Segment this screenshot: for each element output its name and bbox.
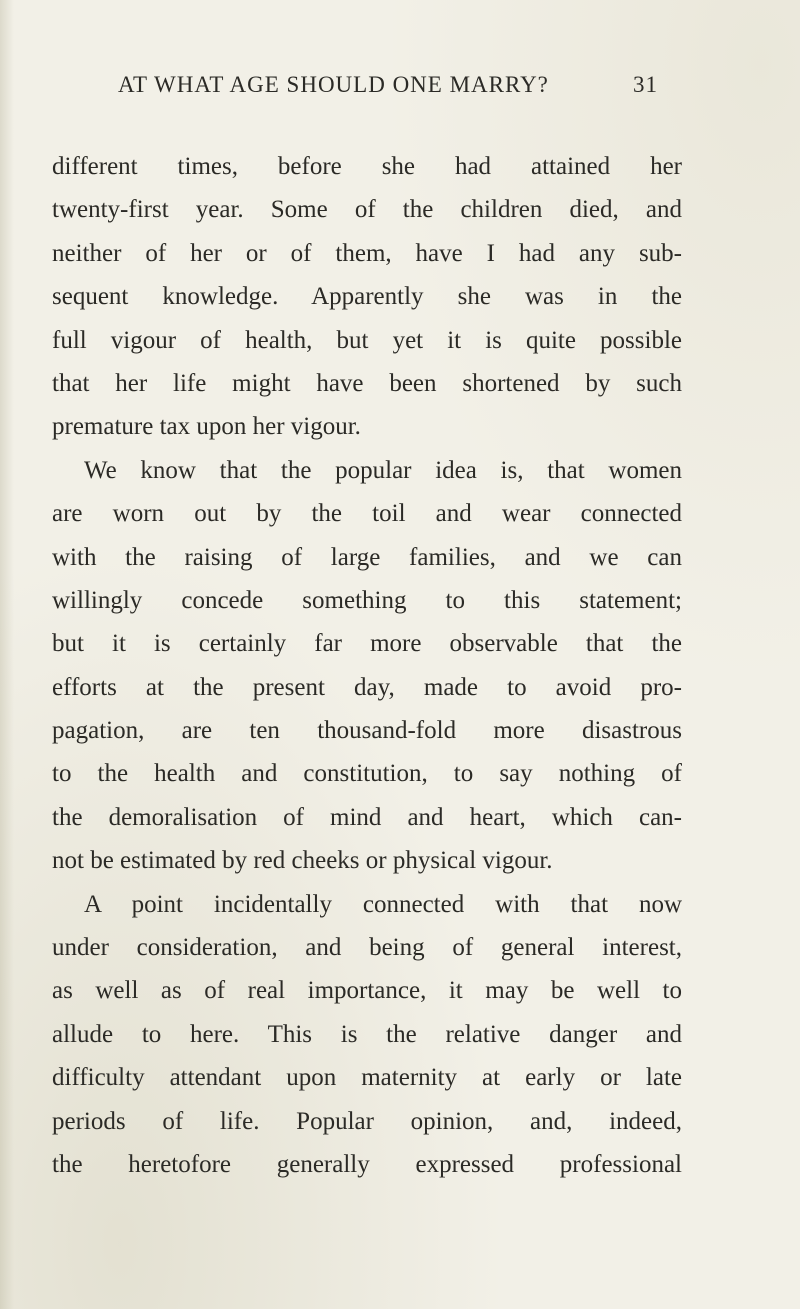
page-number: 31 xyxy=(633,72,658,97)
text-line: the heretofore generally expressed professional xyxy=(52,1150,682,1178)
text-line: A point incidentally connected with that now xyxy=(84,890,682,918)
text-line: full vigour of health, but yet it is quite possible xyxy=(52,326,682,354)
body-text xyxy=(52,145,682,1186)
text-line: periods of life. Popular opinion, and, indeed, xyxy=(52,1107,682,1135)
text-line: under consideration, and being of general interest, xyxy=(52,934,682,962)
text-line: as well as of real importance, it may be well to xyxy=(52,977,682,1005)
running-head xyxy=(118,72,658,120)
text-line: the demoralisation of mind and heart, which can- xyxy=(52,803,682,831)
text-line: allude to here. This is the relative danger and xyxy=(52,1020,682,1048)
text-line: different times, before she had attained her xyxy=(52,153,682,180)
text-line: that her life might have been shortened by such xyxy=(52,369,682,397)
text-line: We know that the popular idea is, that women xyxy=(84,456,682,484)
text-line: neither of her or of them, have I had any sub- xyxy=(52,239,682,267)
text-line: are worn out by the toil and wear connected xyxy=(52,500,682,528)
text-line: but it is certainly far more observable that the xyxy=(52,630,682,658)
text-line: efforts at the present day, made to avoid pro- xyxy=(52,673,682,701)
text-line: twenty-first year. Some of the children died, and xyxy=(52,196,682,224)
text-line: with the raising of large families, and we can xyxy=(52,543,682,571)
text-line: pagation, are ten thousand-fold more disastrous xyxy=(52,717,682,745)
text-line: to the health and constitution, to say nothing of xyxy=(52,760,682,788)
running-title: AT WHAT AGE SHOULD ONE MARRY? xyxy=(118,72,549,97)
text-line: premature tax upon her vigour. xyxy=(52,413,361,441)
text-line: difficulty attendant upon maternity at early or late xyxy=(52,1064,682,1092)
text-line: not be estimated by red cheeks or physical vigour. xyxy=(52,847,553,875)
page-edge-shadow xyxy=(0,0,14,1309)
text-line: sequent knowledge. Apparently she was in the xyxy=(52,283,682,311)
text-line: willingly concede something to this statement; xyxy=(52,586,682,614)
